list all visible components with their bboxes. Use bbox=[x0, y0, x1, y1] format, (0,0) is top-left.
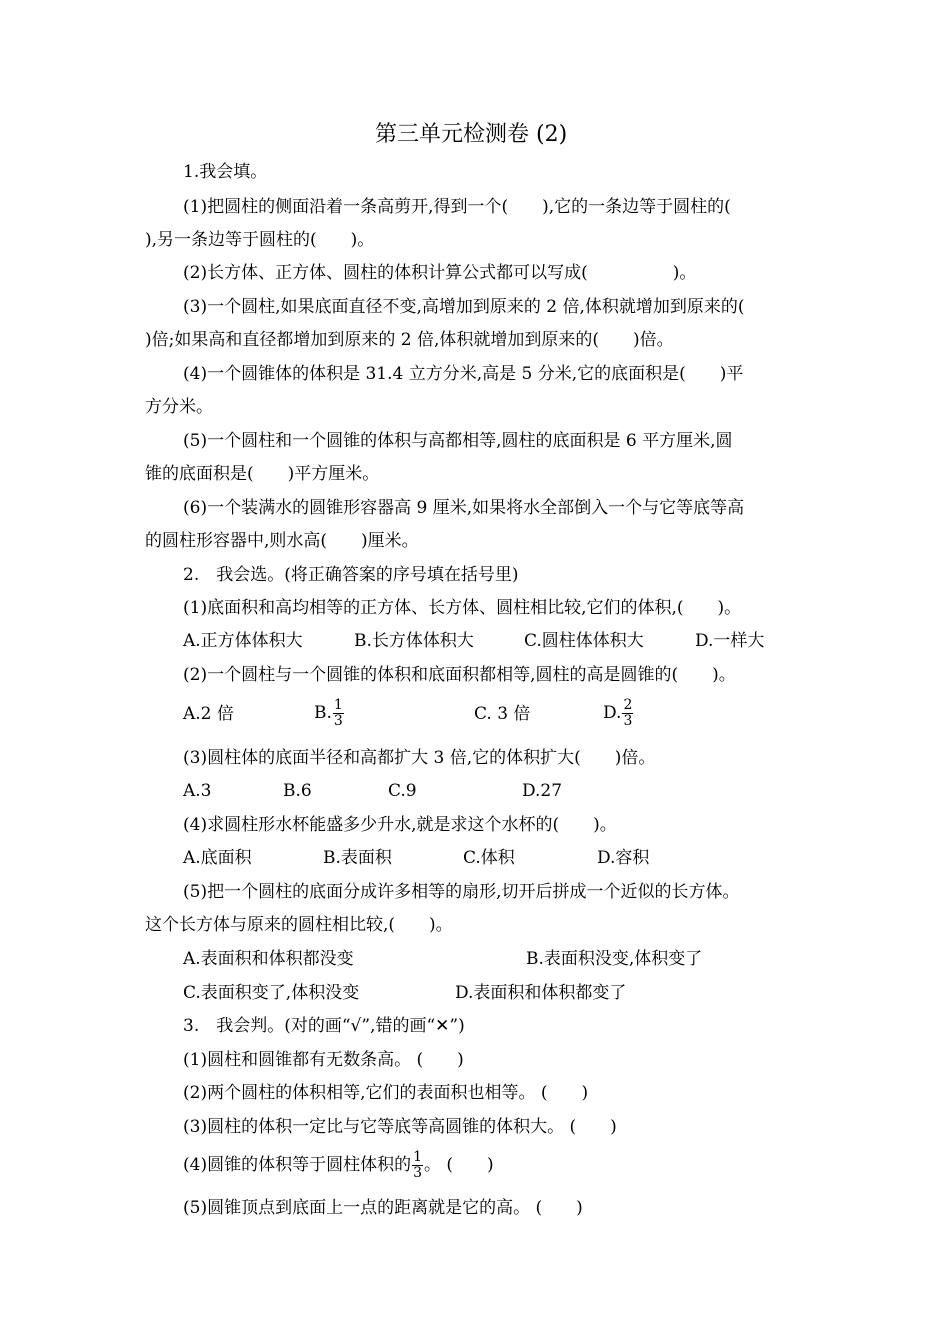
one-third-fraction: $\frac{1}{3}$ bbox=[413, 1149, 423, 1181]
s2-q5-option-d: D.表面积和体积都变了 bbox=[455, 983, 627, 1003]
s3-q2: (2)两个圆柱的体积相等,它们的表面积也相等。 ( ) bbox=[183, 1083, 589, 1103]
s2-q3-option-c: C.9 bbox=[388, 781, 417, 801]
s2-q5-line2: 这个长方体与原来的圆柱相比较,( )。 bbox=[145, 915, 453, 935]
s2-q5-line1: (5)把一个圆柱的底面分成许多相等的扇形,切开后拼成一个近似的长方体。 bbox=[183, 882, 740, 902]
s2-q5-option-a: A.表面积和体积都没变 bbox=[183, 949, 354, 969]
s2-q2-option-c: C. 3 倍 bbox=[474, 704, 531, 724]
s2-q2-option-a: A.2 倍 bbox=[183, 704, 234, 724]
s3-q4-bracket: 。 ( ) bbox=[424, 1155, 494, 1175]
s2-q5-option-c: C.表面积变了,体积没变 bbox=[183, 983, 360, 1003]
s1-q1-line1: (1)把圆柱的侧面沿着一条高剪开,得到一个( ),它的一条边等于圆柱的( bbox=[183, 197, 731, 217]
s1-q1-line2: ),另一条边等于圆柱的( )。 bbox=[145, 230, 375, 250]
s2-q1-option-d: D.一样大 bbox=[695, 631, 765, 651]
s2-q4-option-c: C.体积 bbox=[463, 848, 515, 868]
s1-q4-line1: (4)一个圆锥体的体积是 31.4 立方分米,高是 5 分米,它的底面积是( )平 bbox=[183, 364, 744, 384]
s1-q6-line2: 的圆柱形容器中,则水高( )厘米。 bbox=[145, 531, 419, 551]
s2-q5-option-b: B.表面积没变,体积变了 bbox=[526, 949, 703, 969]
two-thirds-fraction: $\frac{2}{3}$ bbox=[623, 697, 633, 729]
s2-q2-option-d bbox=[603, 691, 634, 735]
s2-q1-option-b: B.长方体体积大 bbox=[354, 631, 474, 651]
s1-q4-line2: 方分米。 bbox=[145, 397, 213, 417]
s2-q2-option-b-label: B. bbox=[314, 703, 332, 723]
s2-q2: (2)一个圆柱与一个圆锥的体积和底面积都相等,圆柱的高是圆锥的( )。 bbox=[183, 665, 736, 685]
s3-q1: (1)圆柱和圆锥都有无数条高。 ( ) bbox=[183, 1050, 464, 1070]
s3-q4-text: (4)圆锥的体积等于圆柱体积的 bbox=[183, 1155, 412, 1175]
s2-q1-option-a: A.正方体体积大 bbox=[183, 631, 303, 651]
s2-q3: (3)圆柱体的底面半径和高都扩大 3 倍,它的体积扩大( )倍。 bbox=[183, 748, 656, 768]
s2-q1: (1)底面积和高均相等的正方体、长方体、圆柱相比较,它们的体积,( )。 bbox=[183, 598, 742, 618]
s2-q2-option-d-label: D. bbox=[603, 703, 622, 723]
section-1-heading: 1.我会填。 bbox=[183, 162, 268, 182]
page-title: 第三单元检测卷 (2) bbox=[375, 122, 568, 147]
one-third-fraction: $\frac{1}{3}$ bbox=[333, 697, 343, 729]
s1-q2: (2)长方体、正方体、圆柱的体积计算公式都可以写成( )。 bbox=[183, 263, 697, 283]
s2-q4: (4)求圆柱形水杯能盛多少升水,就是求这个水杯的( )。 bbox=[183, 815, 617, 835]
s2-q1-option-c: C.圆柱体体积大 bbox=[524, 631, 644, 651]
s2-q3-option-d: D.27 bbox=[522, 781, 563, 801]
s2-q4-option-b: B.表面积 bbox=[323, 848, 392, 868]
s3-q4 bbox=[183, 1143, 494, 1187]
s2-q3-option-b: B.6 bbox=[283, 781, 312, 801]
s1-q3-line1: (3)一个圆柱,如果底面直径不变,高增加到原来的 2 倍,体积就增加到原来的( bbox=[183, 297, 745, 317]
s3-q5: (5)圆锥顶点到底面上一点的距离就是它的高。 ( ) bbox=[183, 1198, 583, 1218]
s2-q4-option-a: A.底面积 bbox=[183, 848, 252, 868]
s1-q5-line1: (5)一个圆柱和一个圆锥的体积与高都相等,圆柱的底面积是 6 平方厘米,圆 bbox=[183, 431, 733, 451]
section-2-heading: 2. 我会选。(将正确答案的序号填在括号里) bbox=[183, 565, 519, 585]
s1-q5-line2: 锥的底面积是( )平方厘米。 bbox=[145, 464, 380, 484]
s1-q3-line2: )倍;如果高和直径都增加到原来的 2 倍,体积就增加到原来的( )倍。 bbox=[145, 330, 674, 350]
s2-q4-option-d: D.容积 bbox=[597, 848, 650, 868]
s2-q3-option-a: A.3 bbox=[183, 781, 212, 801]
s2-q2-option-b bbox=[314, 691, 345, 735]
s3-q3: (3)圆柱的体积一定比与它等底等高圆锥的体积大。 ( ) bbox=[183, 1117, 617, 1137]
section-3-heading: 3. 我会判。(对的画“√”,错的画“✕”) bbox=[183, 1016, 465, 1036]
s1-q6-line1: (6)一个装满水的圆锥形容器高 9 厘米,如果将水全部倒入一个与它等底等高 bbox=[183, 498, 745, 518]
